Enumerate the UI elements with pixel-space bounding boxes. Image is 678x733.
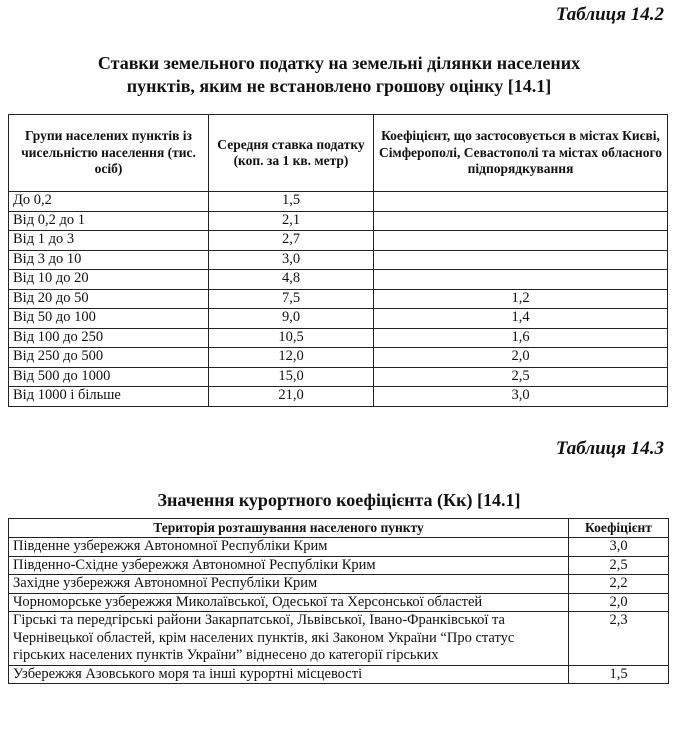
table-cell: 2,7 [209, 231, 374, 251]
table-row [9, 593, 669, 612]
resort-coefficient-table [8, 518, 669, 684]
table-cell: 3,0 [569, 538, 669, 557]
column-header: Групи населених пунктів із чисельністю населення (тис. осіб) [9, 115, 209, 192]
column-header: Територія розташування населеного пункту [9, 519, 569, 538]
table-cell: 1,2 [374, 289, 668, 309]
table-cell [374, 231, 668, 251]
table-cell: Від 10 до 20 [9, 270, 209, 290]
table-row [9, 575, 669, 594]
table-cell: Узбережжя Азовського моря та інші курортні місцевості [9, 665, 569, 684]
table-row [9, 556, 669, 575]
table-cell: 2,0 [374, 348, 668, 368]
table-cell: Південне узбережжя Автономної Республіки Крим [9, 538, 569, 557]
table-row [9, 612, 669, 666]
table-cell: Від 50 до 100 [9, 309, 209, 329]
table-cell: Від 1000 і більше [9, 387, 209, 407]
table-cell: 21,0 [209, 387, 374, 407]
table-cell: Від 0,2 до 1 [9, 211, 209, 231]
column-header: Коефіцієнт, що застосовується в містах Києві, Сімферополі, Севастополі та містах обласного підпорядкування [374, 115, 668, 192]
table-cell: 4,8 [209, 270, 374, 290]
table-row [9, 665, 669, 684]
table-cell: Від 100 до 250 [9, 328, 209, 348]
table-cell: Від 3 до 10 [9, 250, 209, 270]
table-cell: Від 250 до 500 [9, 348, 209, 368]
table-cell: 3,0 [374, 387, 668, 407]
table-row [9, 270, 668, 290]
table-title: Значення курортного коефіцієнта (Кк) [14.1] [157, 490, 521, 510]
table-cell: Від 500 до 1000 [9, 367, 209, 387]
table-row [9, 309, 668, 329]
table-row [9, 387, 668, 407]
table-row [9, 211, 668, 231]
table-cell: Від 1 до 3 [9, 231, 209, 251]
table-cell: 3,0 [209, 250, 374, 270]
table-title-line: Ставки земельного податку на земельні ділянки населених [97, 53, 581, 73]
table-cell: Від 20 до 50 [9, 289, 209, 309]
column-header: Коефіцієнт [569, 519, 669, 538]
table-cell [374, 270, 668, 290]
table-cell: 2,1 [209, 211, 374, 231]
table-cell: 1,5 [569, 665, 669, 684]
table-cell: 1,4 [374, 309, 668, 329]
table-cell: 1,6 [374, 328, 668, 348]
table-row [9, 289, 668, 309]
table-cell: Південно-Східне узбережжя Автономної Республіки Крим [9, 556, 569, 575]
table-row [9, 231, 668, 251]
table-label: Таблиця 14.3 [555, 438, 664, 459]
table-cell: 1,5 [209, 192, 374, 212]
table-cell: 9,0 [209, 309, 374, 329]
table-cell: 2,5 [569, 556, 669, 575]
table-cell: 10,5 [209, 328, 374, 348]
table-row [9, 328, 668, 348]
column-header: Середня ставка податку (коп. за 1 кв. метр) [209, 115, 374, 192]
land-tax-table [8, 114, 668, 407]
table-row [9, 250, 668, 270]
table-cell [374, 211, 668, 231]
table-cell: Гірські та передгірські райони Закарпатської, Львівської, Івано-Франківської та Чернівецької областей, крім населених пунктів, які Законом України “Про статус гірських населених пунктів України” віднесено до категорії гірських [9, 612, 569, 666]
table-header-row [9, 519, 669, 538]
table-row [9, 348, 668, 368]
table-cell: 2,0 [569, 593, 669, 612]
table-cell [374, 250, 668, 270]
table-cell: 7,5 [209, 289, 374, 309]
table-cell: 2,3 [569, 612, 669, 666]
table-row [9, 367, 668, 387]
table-label: Таблиця 14.2 [555, 4, 664, 25]
table-header-row [9, 115, 668, 192]
table-cell: 2,2 [569, 575, 669, 594]
table-row [9, 192, 668, 212]
table-title [0, 52, 678, 98]
table-cell: Західне узбережжя Автономної Республіки Крим [9, 575, 569, 594]
table-cell: До 0,2 [9, 192, 209, 212]
table-title-line: пунктів, яким не встановлено грошову оцінку [14.1] [126, 76, 552, 96]
table-cell: Чорноморське узбережжя Миколаївської, Одеської та Херсонської областей [9, 593, 569, 612]
table-cell: 12,0 [209, 348, 374, 368]
table-cell [374, 192, 668, 212]
table-cell: 15,0 [209, 367, 374, 387]
table-cell: 2,5 [374, 367, 668, 387]
table-row [9, 538, 669, 557]
